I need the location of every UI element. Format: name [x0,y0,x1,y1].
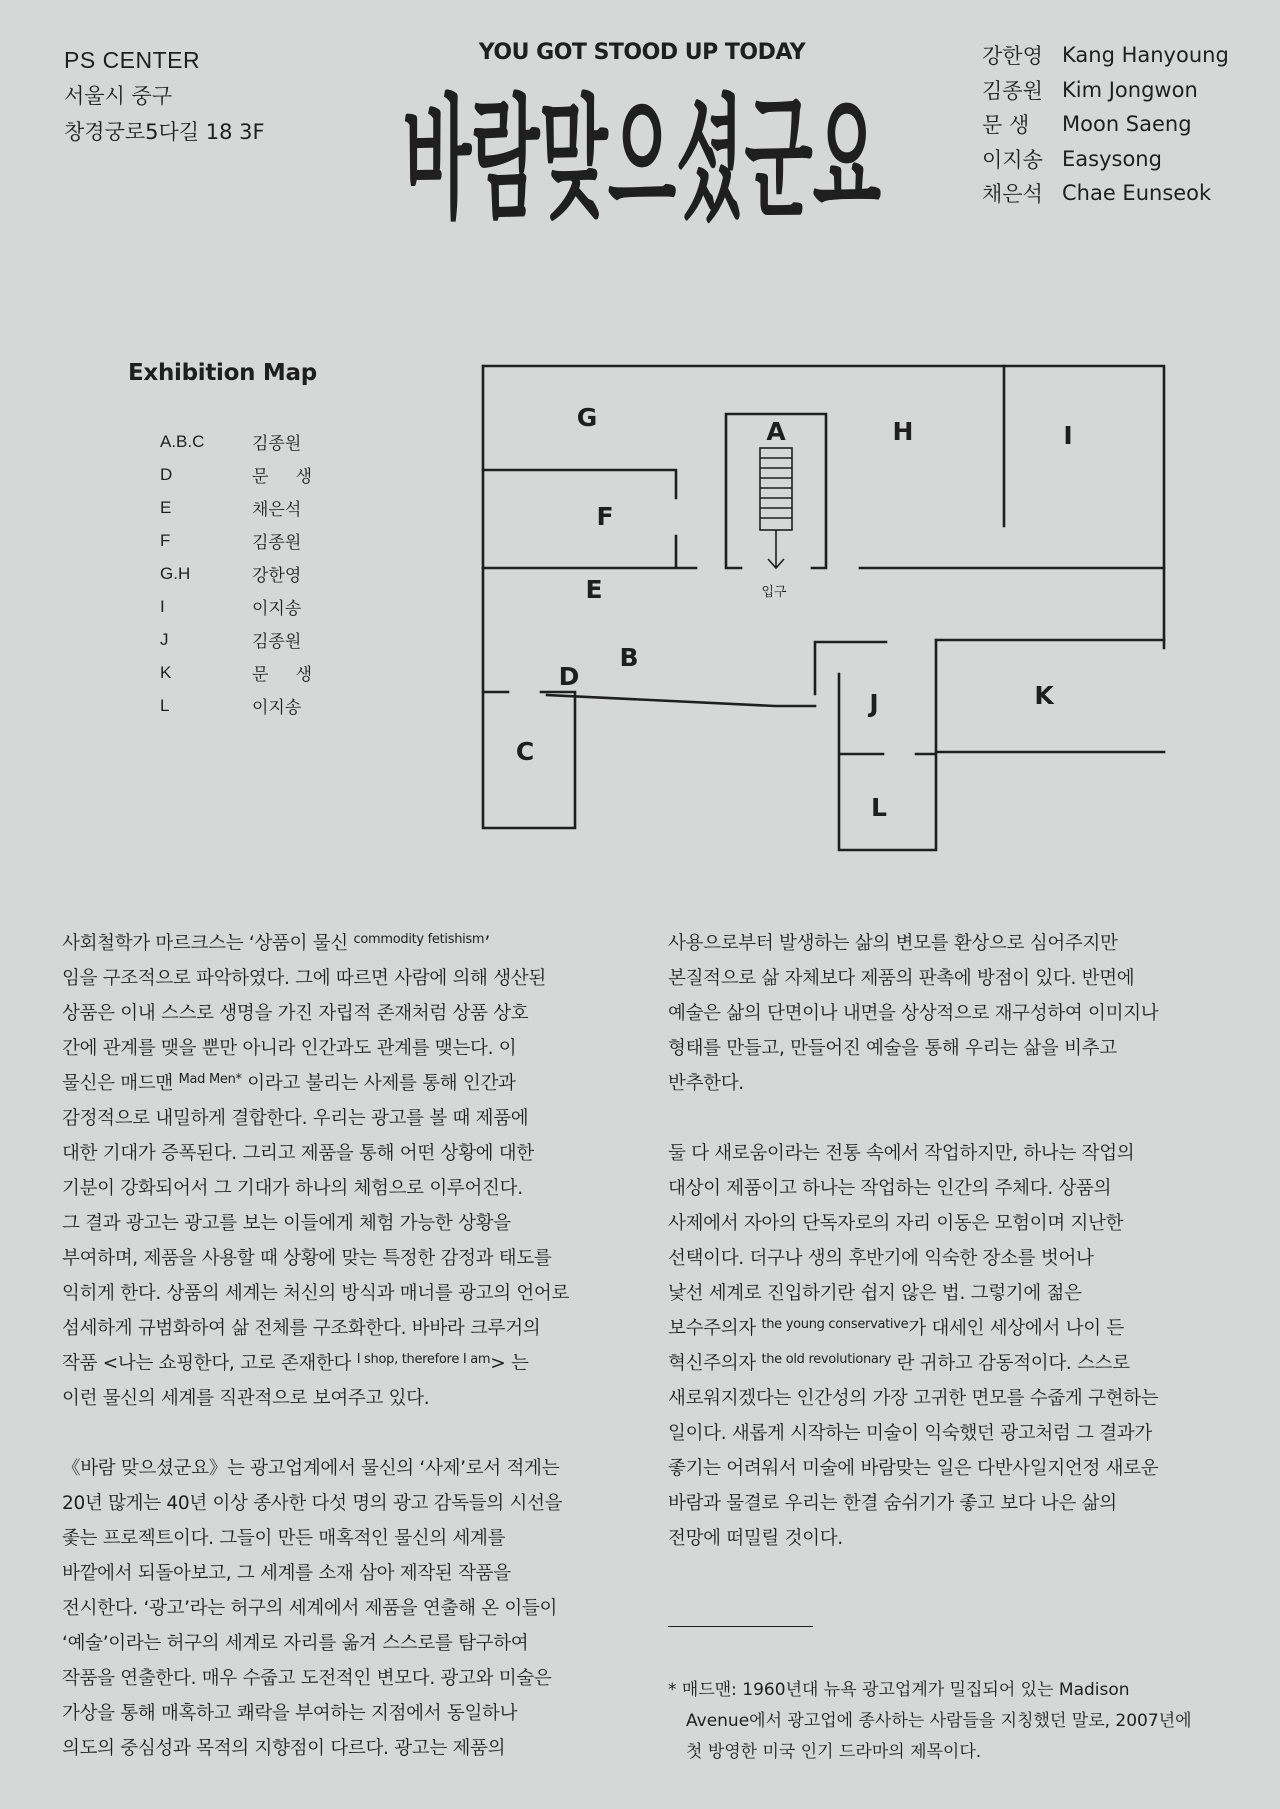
body-line: 그 결과 광고는 광고를 보는 이들에게 체험 가능한 상황을 [62,1213,511,1234]
body-line: 대상이 제품이고 하나는 작업하는 인간의 주체다. 상품의 [668,1178,1112,1199]
room-label-d: D [558,662,580,691]
body-line: 둘 다 새로움이라는 전통 속에서 작업하지만, 하나는 작업의 [668,1143,1135,1164]
paragraph-gap [62,1416,622,1451]
body-line-annotation: I shop, therefore I am [356,1352,491,1367]
legend-row [160,656,312,689]
artist-name-korean: 채은석 [982,182,1043,207]
wall-outer-left [483,366,575,828]
body-line: 일이다. 새롭게 시작하는 미술이 익숙했던 광고처럼 그 결과가 [668,1423,1152,1444]
artist-name-english: Kang Hanyoung [1062,43,1229,68]
wall-room-k [936,640,1164,752]
room-label-h: H [892,417,914,446]
venue-block [64,42,265,150]
body-line: 반추한다. [668,1073,744,1094]
body-line: 가상을 통해 매혹하고 쾌락을 부여하는 지점에서 동일하나 [62,1703,518,1724]
body-line: 상품은 이내 스스로 생명을 가진 자립적 존재처럼 상품 상호 [62,1003,529,1024]
room-label-f: F [596,502,614,531]
body-line: 《바람 맞으셨군요》는 광고업계에서 물신의 ‘사제’로서 적게는 [62,1458,560,1479]
body-line: 작품을 연출한다. 매우 수줍고 도전적인 변모다. 광고와 미술은 [62,1668,552,1689]
artist-list [982,38,1229,211]
artist-name-english: Chae Eunseok [1062,181,1212,206]
artist-name-korean: 이지송 [982,147,1043,172]
body-line: 사용으로부터 발생하는 삶의 변모를 환상으로 심어주지만 [668,933,1118,954]
body-line: 20년 많게는 40년 이상 종사한 다섯 명의 광고 감독들의 시선을 [62,1493,563,1514]
paragraph-gap [668,1101,1228,1136]
artist-row [982,176,1229,211]
body-line: 부여하며, 제품을 사용할 때 상황에 맞는 특정한 감정과 태도를 [62,1248,552,1269]
body-line: 전시한다. ‘광고’라는 허구의 세계에서 제품을 연출해 온 이들이 [62,1598,558,1619]
room-label-b: B [619,643,639,672]
exhibition-map-title: Exhibition Map [128,360,317,386]
body-line: 새로워지겠다는 인간성의 가장 고귀한 면모를 수줍게 구현하는 [668,1388,1159,1409]
legend-row [160,557,312,590]
wall-room-j [815,640,936,850]
legend-rooms: A.B.C [160,431,205,451]
body-line-text: 보수주의자 [668,1318,762,1339]
legend-artist: 김종원 [252,434,302,454]
room-label-a: A [766,417,786,446]
body-line: 전망에 떠밀릴 것이다. [668,1528,843,1549]
artist-row [982,107,1229,142]
artist-row [982,73,1229,108]
body-line-text: 란 귀하고 감동적이다. 스스로 [891,1353,1130,1374]
body-line-text: 가 대세인 세상에서 나이 든 [908,1318,1124,1339]
legend-rooms: K [160,662,172,682]
legend-rooms: L [160,695,170,715]
body-line: 감정적으로 내밀하게 결합한다. 우리는 광고를 볼 때 제품에 [62,1108,529,1129]
body-line-text: 작품 <나는 쇼핑한다, 고로 존재한다 [62,1353,357,1374]
body-line-text: 혁신주의자 [668,1353,762,1374]
body-line: 의도의 중심성과 목적의 지향점이 다르다. 광고는 제품의 [62,1738,506,1759]
body-line-text: 이라고 불리는 사제를 통해 인간과 [241,1073,516,1094]
room-label-j: J [869,689,879,718]
body-line: 바깥에서 되돌아보고, 그 세계를 소재 삼아 제작된 작품을 [62,1563,511,1584]
venue-address-line2: 창경궁로5다길 18 3F [64,120,265,144]
body-line-annotation: the young conservative [761,1317,909,1332]
body-line: 바람과 물결로 우리는 한결 숨쉬기가 좋고 보다 나은 삶의 [668,1493,1117,1514]
artist-name-korean: 김종원 [982,78,1043,103]
legend-row [160,623,312,656]
body-line: ‘예술’이라는 허구의 세계로 자리를 옮겨 스스로를 탐구하여 [62,1633,529,1654]
artist-name-english: Kim Jongwon [1062,77,1198,102]
wall-room-a [726,414,826,568]
body-line: 선택이다. 더구나 생의 후반기에 익숙한 장소를 벗어나 [668,1248,1094,1269]
body-line [62,1066,622,1101]
artist-row [982,142,1229,177]
footnote-divider [668,1626,813,1627]
legend-artist: 이지송 [252,599,302,619]
body-line [62,1346,622,1381]
body-line [62,926,622,961]
body-line-text: 사회철학가 마르크스는 ‘상품이 물신 [62,933,354,954]
room-label-k: K [1034,681,1054,710]
venue-address-line1: 서울시 중구 [64,84,173,108]
legend-artist: 문 생 [252,467,312,487]
map-legend [160,425,312,722]
title-korean-text: 바람맞으셨군요 [402,82,882,238]
legend-rooms: I [160,596,165,616]
legend-artist: 김종원 [252,632,302,652]
body-line: 섬세하게 규범화하여 삶 전체를 구조화한다. 바바라 크루거의 [62,1318,541,1339]
body-column-right [668,926,1228,1556]
legend-artist: 김종원 [252,533,302,553]
venue-name: PS CENTER [64,47,201,73]
legend-row [160,524,312,557]
legend-row [160,458,312,491]
body-line: 기분이 강화되어서 그 기대가 하나의 체험으로 이루어진다. [62,1178,523,1199]
legend-rooms: D [160,464,173,484]
title-english: YOU GOT STOOD UP TODAY [478,40,806,65]
legend-row [160,491,312,524]
wall-diagonal [547,695,815,706]
artist-name-english: Moon Saeng [1062,112,1192,137]
body-line: 좋기는 어려워서 미술에 바람맞는 일은 다반사일지언정 새로운 [668,1458,1159,1479]
body-line-text: 물신은 매드맨 [62,1073,179,1094]
body-column-left [62,926,622,1766]
room-label-i: I [1063,421,1073,450]
body-line: 간에 관계를 맺을 뿐만 아니라 인간과도 관계를 맺는다. 이 [62,1038,517,1059]
artist-name-english: Easysong [1062,146,1162,171]
legend-artist: 강한영 [252,566,302,586]
body-line: 본질적으로 삶 자체보다 제품의 판촉에 방점이 있다. 반면에 [668,968,1135,989]
wall-outer-top [483,366,1164,648]
legend-artist: 채은석 [252,500,302,520]
body-line: 사제에서 자아의 단독자로의 자리 이동은 모험이며 지난한 [668,1213,1124,1234]
legend-rooms: F [160,530,171,550]
legend-row [160,425,312,458]
body-line: 임을 구조적으로 파악하였다. 그에 따르면 사람에 의해 생산된 [62,968,546,989]
body-line-text: ’ [484,933,490,954]
room-label-g: G [576,403,598,432]
body-line: 예술은 삶의 단면이나 내면을 상상적으로 재구성하여 이미지나 [668,1003,1159,1024]
body-line [668,1311,1228,1346]
footnote-line: Avenue에서 광고업에 종사하는 사람들을 지칭했던 말로, 2007년에 [686,1711,1192,1731]
artist-row [982,38,1229,73]
staircase [760,448,792,568]
artist-name-korean: 강한영 [982,44,1043,69]
wall-room-f [483,470,696,568]
legend-rooms: J [160,629,169,649]
room-label-c: C [515,737,535,766]
room-label-e: E [585,575,603,604]
body-line-annotation: the old revolutionary [761,1352,892,1367]
body-line: 형태를 만들고, 만들어진 예술을 통해 우리는 삶을 비추고 [668,1038,1117,1059]
legend-artist: 문 생 [252,665,312,685]
legend-row [160,590,312,623]
body-line [668,1346,1228,1381]
body-line-annotation: commodity fetishism [353,932,485,947]
footnote-line: * 매드맨: 1960년대 뉴욕 광고업계가 밀집되어 있는 Madison [668,1680,1130,1700]
body-line-annotation: Mad Men* [178,1072,242,1087]
footnote [668,1675,1238,1768]
artist-name-korean: 문 생 [982,113,1030,138]
footnote-line: 첫 방영한 미국 인기 드라마의 제목이다. [686,1742,982,1762]
legend-rooms: G.H [160,563,191,583]
legend-rooms: E [160,497,172,517]
body-line: 익히게 한다. 상품의 세계는 처신의 방식과 매너를 광고의 언어로 [62,1283,570,1304]
room-label-l: L [871,793,887,822]
legend-artist: 이지송 [252,698,302,718]
body-line: 대한 기대가 증폭된다. 그리고 제품을 통해 어떤 상황에 대한 [62,1143,534,1164]
title-korean-logo [400,66,884,248]
body-line: 이런 물신의 세계를 직관적으로 보여주고 있다. [62,1388,430,1409]
legend-row [160,689,312,722]
body-line-text: > 는 [490,1353,529,1374]
entrance-label: 입구 [761,585,787,600]
body-line: 좇는 프로젝트이다. 그들이 만든 매혹적인 물신의 세계를 [62,1528,506,1549]
body-line: 낯선 세계로 진입하기란 쉽지 않은 법. 그렇기에 젊은 [668,1283,1082,1304]
